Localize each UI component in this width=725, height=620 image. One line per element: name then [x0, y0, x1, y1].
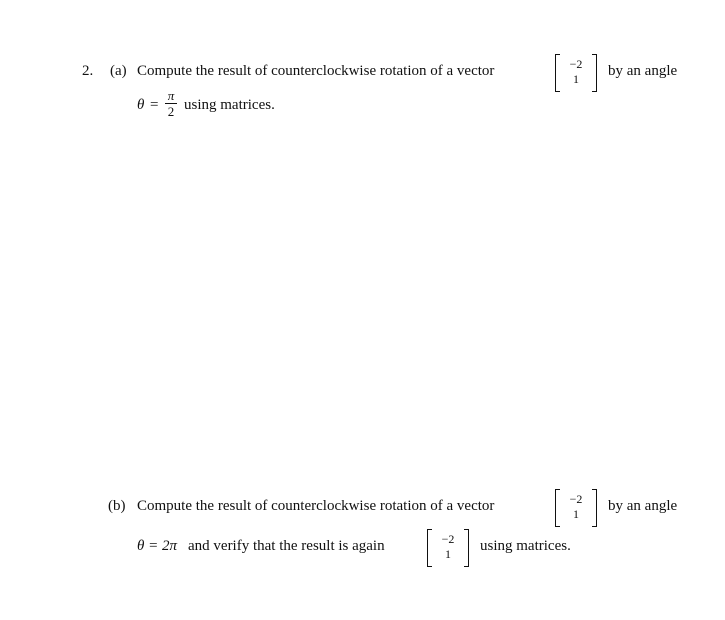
part-a-vector	[555, 54, 597, 90]
problem-number: 2.	[82, 63, 94, 79]
part-b-vector	[555, 489, 597, 525]
part-b-by-angle: by an angle	[608, 498, 678, 514]
vector-bottom-entry: 1	[573, 72, 579, 86]
vector-bottom-entry: 1	[445, 547, 451, 561]
fraction-denominator: 2	[167, 104, 175, 119]
part-b-using-matrices: using matrices.	[480, 538, 571, 554]
pi-over-two-fraction	[165, 89, 177, 118]
part-b-vector-again	[427, 529, 469, 565]
right-bracket	[592, 489, 597, 527]
part-b-verify-text: and verify that the result is again	[188, 538, 385, 554]
vector-bottom-entry: 1	[573, 507, 579, 521]
part-a-using-matrices: using matrices.	[184, 97, 275, 113]
part-b-label: (b)	[108, 498, 126, 514]
vector-top-entry: −2	[569, 492, 583, 506]
vector-top-entry: −2	[441, 532, 455, 546]
right-bracket	[464, 529, 469, 567]
theta-equals-two-pi: θ = 2π	[137, 538, 178, 554]
theta-symbol: θ	[137, 97, 145, 113]
equals-sign: =	[150, 97, 159, 113]
part-a-prompt: Compute the result of counterclockwise rotation of a vector	[137, 63, 495, 79]
right-bracket	[592, 54, 597, 92]
part-a-by-angle: by an angle	[608, 63, 678, 79]
part-b-prompt: Compute the result of counterclockwise rotation of a vector	[137, 498, 495, 514]
vector-top-entry: −2	[569, 57, 583, 71]
part-a-label: (a)	[110, 63, 127, 79]
fraction-numerator: π	[167, 88, 175, 103]
